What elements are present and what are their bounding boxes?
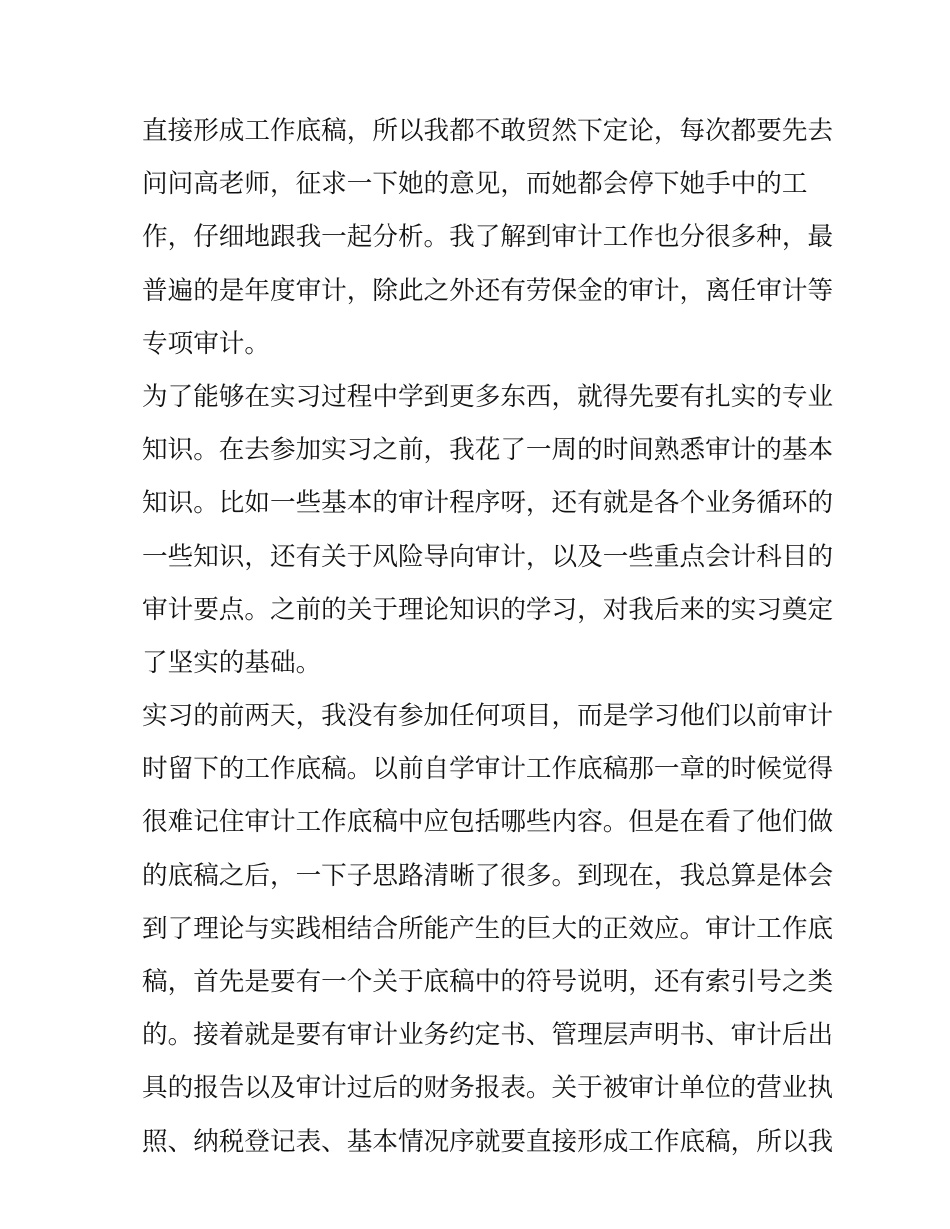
text-line: 照、纳税登记表、基本情况序就要直接形成工作底稿，所以我 bbox=[142, 1126, 834, 1157]
text-line: 普遍的是年度审计，除此之外还有劳保金的审计，离任审计等 bbox=[142, 275, 834, 306]
text-line: 稿，首先是要有一个关于底稿中的符号说明，还有索引号之类 bbox=[142, 967, 834, 997]
text-line: 的。接着就是要有审计业务约定书、管理层声明书、审计后出 bbox=[142, 1020, 834, 1051]
text-line: 直接形成工作底稿，所以我都不敢贸然下定论，每次都要先去 bbox=[142, 116, 834, 146]
text-line: 实习的前两天，我没有参加任何项目，而是学习他们以前审计 bbox=[142, 701, 834, 732]
text-line: 审计要点。之前的关于理论知识的学习，对我后来的实习奠定 bbox=[142, 594, 834, 625]
text-line: 为了能够在实习过程中学到更多东西，就得先要有扎实的专业 bbox=[142, 381, 834, 412]
text-line: 到了理论与实践相结合所能产生的巨大的正效应。审计工作底 bbox=[142, 913, 834, 944]
text-line: 了坚实的基础。 bbox=[142, 647, 322, 678]
text-line: 具的报告以及审计过后的财务报表。关于被审计单位的营业执 bbox=[142, 1073, 834, 1104]
text-line: 专项审计。 bbox=[142, 328, 270, 359]
text-line: 知识。在去参加实习之前，我花了一周的时间熟悉审计的基本 bbox=[142, 435, 834, 466]
text-line: 很难记住审计工作底稿中应包括哪些内容。但是在看了他们做 bbox=[142, 807, 834, 838]
body-text bbox=[142, 105, 834, 1169]
text-line: 时留下的工作底稿。以前自学审计工作底稿那一章的时候觉得 bbox=[142, 754, 834, 785]
text-line: 作，仔细地跟我一起分析。我了解到审计工作也分很多种，最 bbox=[142, 222, 834, 253]
text-line: 一些知识，还有关于风险导向审计，以及一些重点会计科目的 bbox=[142, 541, 834, 572]
text-line: 知识。比如一些基本的审计程序呀，还有就是各个业务循环的 bbox=[142, 488, 834, 519]
text-line: 问问高老师，征求一下她的意见，而她都会停下她手中的工 bbox=[142, 169, 808, 200]
text-line: 的底稿之后，一下子思路清晰了很多。到现在，我总算是体会 bbox=[142, 860, 834, 891]
